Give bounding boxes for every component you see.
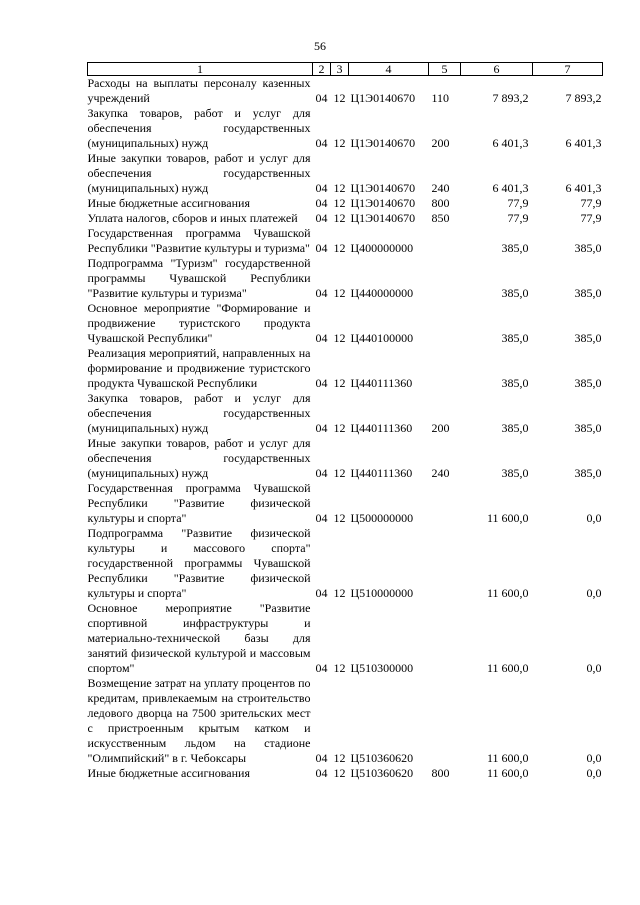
subsection-code: 12 (333, 196, 346, 210)
amount-col-7: 7 893,2 (565, 91, 602, 105)
subsection-code: 12 (333, 421, 346, 435)
amount-col-7: 385,0 (574, 331, 602, 345)
target-article-code: Ц1Э0140670 (350, 91, 416, 105)
expense-type-code (429, 256, 461, 301)
subsection-code: 12 (333, 661, 346, 675)
amount-col-7: 0,0 (586, 751, 602, 765)
table-row (88, 226, 603, 256)
section-code: 04 (315, 421, 328, 435)
amount-col-6: 11 600,0 (486, 751, 529, 765)
target-article-code: Ц510300000 (350, 661, 414, 675)
amount-col-6: 11 600,0 (486, 661, 529, 675)
subsection-code: 12 (333, 331, 346, 345)
column-header: 1 (88, 63, 313, 76)
amount-col-7: 6 401,3 (565, 136, 602, 150)
table-row (88, 676, 603, 766)
section-code: 04 (315, 766, 328, 780)
amount-col-7: 77,9 (580, 196, 602, 210)
amount-col-6: 6 401,3 (492, 136, 529, 150)
table-row (88, 436, 603, 481)
column-header: 6 (461, 63, 533, 76)
expense-type-code (429, 676, 461, 766)
expense-type-code: 110 (431, 91, 450, 105)
subsection-code: 12 (333, 181, 346, 195)
amount-col-7: 6 401,3 (565, 181, 602, 195)
section-code: 04 (315, 241, 328, 255)
amount-col-7: 0,0 (586, 661, 602, 675)
amount-col-6: 77,9 (507, 211, 529, 225)
row-name: Иные бюджетные ассигнования (87, 766, 250, 780)
target-article-code: Ц440111360 (350, 376, 413, 390)
amount-col-7: 385,0 (574, 241, 602, 255)
amount-col-6: 77,9 (507, 196, 529, 210)
section-code: 04 (315, 661, 328, 675)
row-name: Иные закупки товаров, работ и услуг для обеспечения государственных (муниципальных) нужд (87, 151, 311, 195)
row-name: Закупка товаров, работ и услуг для обеспечения государственных (муниципальных) нужд (87, 106, 311, 150)
section-code: 04 (315, 136, 328, 150)
target-article-code: Ц1Э0140670 (350, 136, 416, 150)
section-code: 04 (315, 196, 328, 210)
column-header: 4 (349, 63, 429, 76)
expense-type-code: 800 (431, 766, 450, 780)
table-row (88, 766, 603, 781)
amount-col-6: 11 600,0 (486, 511, 529, 525)
row-name: Иные закупки товаров, работ и услуг для обеспечения государственных (муниципальных) нужд (87, 436, 311, 480)
column-header: 3 (331, 63, 349, 76)
row-name: Подпрограмма "Развитие физической культуры и массового спорта" государственной программы Чувашской Республики "Развитие физической культуры и спорта" (87, 526, 311, 600)
subsection-code: 12 (333, 136, 346, 150)
table-row (88, 601, 603, 676)
subsection-code: 12 (333, 766, 346, 780)
amount-col-6: 385,0 (501, 331, 529, 345)
section-code: 04 (315, 376, 328, 390)
expense-type-code (429, 301, 461, 346)
table-row (88, 481, 603, 526)
row-name: Возмещение затрат на уплату процентов по кредитам, привлекаемым на строительство ледового дворца на 7500 зрительских мест с пристроенным крытым катком и искусственным льдом на стадионе "Олимпийский" в г. Чебоксары (87, 676, 311, 765)
section-code: 04 (315, 586, 328, 600)
amount-col-6: 385,0 (501, 421, 529, 435)
row-name: Основное мероприятие "Формирование и продвижение туристского продукта Чувашской Республики" (87, 301, 311, 345)
target-article-code: Ц500000000 (350, 511, 414, 525)
target-article-code: Ц1Э0140670 (350, 211, 416, 225)
expense-type-code: 200 (431, 136, 450, 150)
row-name: Реализация мероприятий, направленных на формирование и продвижение туристского продукта Чувашской Республики (87, 346, 311, 390)
target-article-code: Ц510000000 (350, 586, 414, 600)
table-row (88, 526, 603, 601)
section-code: 04 (315, 91, 328, 105)
target-article-code: Ц1Э0140670 (350, 196, 416, 210)
expense-type-code: 240 (431, 466, 450, 480)
section-code: 04 (315, 511, 328, 525)
expense-type-code (429, 481, 461, 526)
row-name: Государственная программа Чувашской Республики "Развитие физической культуры и спорта" (87, 481, 311, 525)
row-name: Уплата налогов, сборов и иных платежей (87, 211, 298, 225)
subsection-code: 12 (333, 286, 346, 300)
amount-col-7: 385,0 (574, 286, 602, 300)
row-name: Подпрограмма "Туризм" государственной программы Чувашской Республики "Развитие культуры и туризма" (87, 256, 311, 300)
section-code: 04 (315, 286, 328, 300)
target-article-code: Ц510360620 (350, 751, 414, 765)
expense-type-code (429, 346, 461, 391)
column-header: 5 (429, 63, 461, 76)
section-code: 04 (315, 181, 328, 195)
amount-col-7: 0,0 (586, 511, 602, 525)
section-code: 04 (315, 211, 328, 225)
expense-type-code: 850 (431, 211, 450, 225)
target-article-code: Ц440111360 (350, 466, 413, 480)
expense-type-code: 800 (431, 196, 450, 210)
target-article-code: Ц400000000 (350, 241, 414, 255)
subsection-code: 12 (333, 466, 346, 480)
column-header: 2 (313, 63, 331, 76)
table-row (88, 151, 603, 196)
amount-col-7: 385,0 (574, 376, 602, 390)
table-row (88, 76, 603, 107)
table-row (88, 211, 603, 226)
expense-type-code: 200 (431, 421, 450, 435)
budget-table (87, 62, 603, 781)
amount-col-7: 385,0 (574, 421, 602, 435)
amount-col-6: 385,0 (501, 466, 529, 480)
amount-col-6: 6 401,3 (492, 181, 529, 195)
amount-col-7: 0,0 (586, 586, 602, 600)
amount-col-7: 77,9 (580, 211, 602, 225)
table-row (88, 196, 603, 211)
table-row (88, 301, 603, 346)
table-body (88, 76, 603, 782)
expense-type-code (429, 601, 461, 676)
amount-col-6: 385,0 (501, 241, 529, 255)
amount-col-6: 7 893,2 (492, 91, 529, 105)
target-article-code: Ц1Э0140670 (350, 181, 416, 195)
subsection-code: 12 (333, 211, 346, 225)
amount-col-6: 11 600,0 (486, 766, 529, 780)
expense-type-code (429, 526, 461, 601)
target-article-code: Ц440100000 (350, 331, 414, 345)
amount-col-6: 385,0 (501, 286, 529, 300)
subsection-code: 12 (333, 91, 346, 105)
page-number: 56 (314, 39, 326, 53)
row-name: Государственная программа Чувашской Республики "Развитие культуры и туризма" (87, 226, 311, 255)
subsection-code: 12 (333, 586, 346, 600)
row-name: Основное мероприятие "Развитие спортивной инфраструктуры и материально-технической базы для занятий физической культурой и массовым спортом" (87, 601, 311, 675)
subsection-code: 12 (333, 751, 346, 765)
section-code: 04 (315, 751, 328, 765)
table-row (88, 256, 603, 301)
section-code: 04 (315, 466, 328, 480)
subsection-code: 12 (333, 511, 346, 525)
target-article-code: Ц510360620 (350, 766, 414, 780)
target-article-code: Ц440111360 (350, 421, 413, 435)
amount-col-6: 385,0 (501, 376, 529, 390)
column-header-row (88, 63, 603, 76)
section-code: 04 (315, 331, 328, 345)
row-name: Иные бюджетные ассигнования (87, 196, 250, 210)
table-row (88, 346, 603, 391)
row-name: Закупка товаров, работ и услуг для обеспечения государственных (муниципальных) нужд (87, 391, 311, 435)
expense-type-code (429, 226, 461, 256)
expense-type-code: 240 (431, 181, 450, 195)
subsection-code: 12 (333, 241, 346, 255)
column-header: 7 (533, 63, 603, 76)
table-row (88, 391, 603, 436)
amount-col-7: 0,0 (586, 766, 602, 780)
amount-col-7: 385,0 (574, 466, 602, 480)
amount-col-6: 11 600,0 (486, 586, 529, 600)
target-article-code: Ц440000000 (350, 286, 414, 300)
subsection-code: 12 (333, 376, 346, 390)
table-row (88, 106, 603, 151)
row-name: Расходы на выплаты персоналу казенных учреждений (87, 76, 311, 105)
